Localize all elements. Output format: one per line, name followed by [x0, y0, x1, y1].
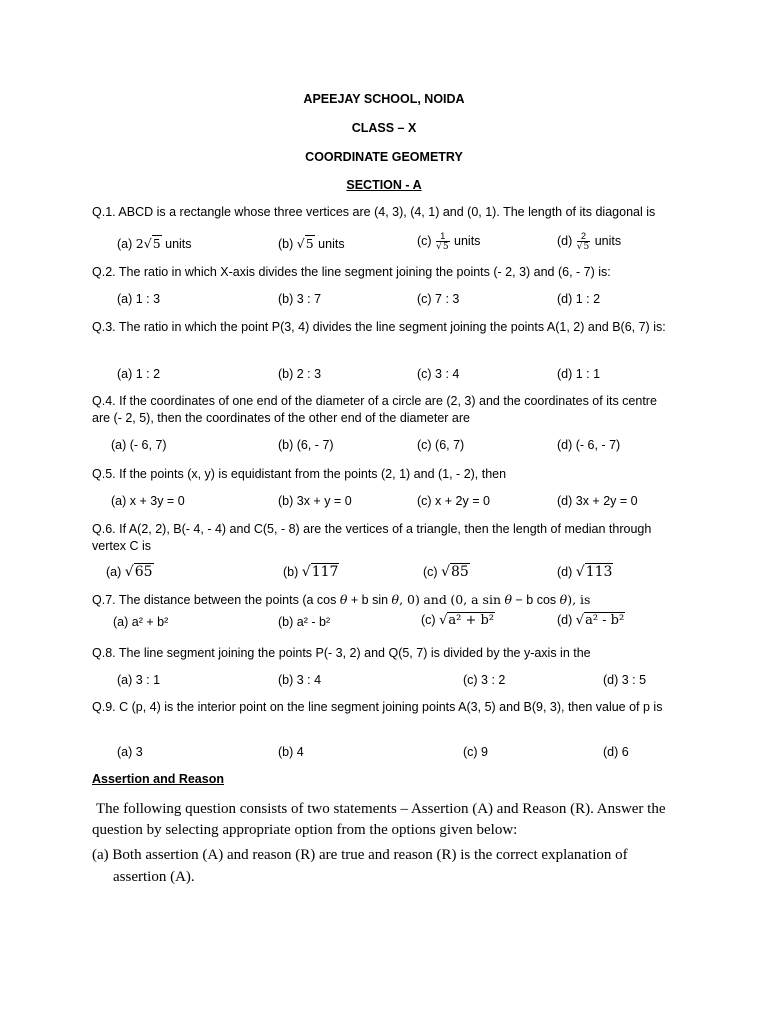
question-8: Q.8. The line segment joining the points P(- 3, 2) and Q(5, 7) is divided by the y-axis in the [92, 646, 591, 660]
q9-option-a: (a) 3 [117, 745, 143, 759]
option-label: (a) [106, 565, 122, 579]
math-expr: √a² - b² [575, 613, 625, 628]
option-label: (b) [278, 237, 294, 251]
q5-option-a: (a) x + 3y = 0 [111, 494, 185, 508]
q1-option-b [278, 236, 345, 251]
q9-option-d: (d) 6 [603, 745, 629, 759]
q8-option-b: (b) 3 : 4 [278, 673, 322, 687]
q2-option-b: (b) 3 : 7 [278, 292, 322, 306]
q1-option-c [417, 231, 480, 252]
radicand: 5 [442, 242, 449, 252]
q4-option-d: (d) (- 6, - 7) [557, 438, 621, 452]
question-1: Q.1. ABCD is a rectangle whose three vertices are (4, 3), (4, 1) and (0, 1). The length of its diagonal is [92, 205, 656, 219]
math-expr: √65 [124, 564, 153, 580]
radicand: 85 [450, 564, 469, 580]
radicand: a² - b² [585, 613, 625, 628]
question-5: Q.5. If the points (x, y) is equidistant from the points (2, 1) and (1, - 2), then [92, 467, 507, 481]
denominator: √5 [576, 242, 590, 252]
q7-text-part: and [423, 592, 447, 607]
q3-option-c: (c) 3 : 4 [417, 367, 460, 381]
fraction [436, 231, 449, 252]
radicand: 65 [134, 564, 153, 580]
q1-option-d [557, 231, 621, 252]
option-label: (a) [113, 615, 129, 629]
q4-option-a: (a) (- 6, 7) [111, 438, 167, 452]
class-title: CLASS – X [351, 121, 417, 135]
coefficient: 2 [135, 236, 144, 251]
q4-option-c: (c) (6, 7) [417, 438, 465, 452]
q7-text-part: (0, a sin [450, 592, 502, 607]
q5-option-d: (d) 3x + 2y = 0 [557, 494, 638, 508]
math-expr: a² + b² [131, 615, 169, 629]
q7-option-c [421, 613, 495, 628]
unit-text: units [165, 237, 192, 251]
math-expr: √117 [301, 564, 339, 580]
q3-option-d: (d) 1 : 1 [557, 367, 601, 381]
q2-option-a: (a) 1 : 3 [117, 292, 161, 306]
q7-text-part: Q.7. The distance between the points (a cos [92, 593, 337, 607]
option-label: (c) [421, 613, 436, 627]
math-expr: 2√5 [135, 236, 161, 251]
radicand: 5 [305, 236, 314, 251]
unit-text: units [454, 233, 481, 248]
section-title: SECTION - A [346, 178, 422, 192]
subject-title: COORDINATE GEOMETRY [305, 150, 463, 164]
numerator: 1 [436, 231, 449, 242]
q6-option-c [423, 564, 470, 580]
math-expr: a² - b² [296, 615, 331, 629]
unit-text: units [594, 233, 622, 248]
assertion-option-a: (a) Both assertion (A) and reason (R) are true and reason (R) is the correct explanation of [92, 847, 628, 863]
question-2: Q.2. The ratio in which X-axis divides the line segment joining the points (- 2, 3) and (6, - 7) is: [92, 265, 611, 279]
q7-option-b [278, 615, 330, 629]
option-label: (c) [423, 565, 438, 579]
q4-option-b: (b) (6, - 7) [278, 438, 334, 452]
radicand: 117 [311, 564, 339, 580]
theta-symbol: θ [559, 592, 568, 607]
radicand: 5 [583, 242, 590, 252]
option-label: (a) [117, 237, 133, 251]
assertion-heading: Assertion and Reason [92, 772, 224, 786]
question-9: Q.9. C (p, 4) is the interior point on the line segment joining points A(3, 5) and B(9, 3), then value of p is [92, 700, 663, 714]
math-expr: √113 [575, 564, 613, 580]
assertion-intro: The following question consists of two statements – Assertion (A) and Reason (R). Answer the question by selecting appropriate option from the options given below: [92, 801, 666, 838]
question-4: Q.4. If the coordinates of one end of the diameter of a circle are (2, 3) and the coordinates of its centre are (- 2, 5), then the coordinates of the other end of the diameter are [92, 394, 657, 425]
q8-option-a: (a) 3 : 1 [117, 673, 161, 687]
math-expr: √5 [296, 236, 314, 251]
q8-option-d: (d) 3 : 5 [603, 673, 647, 687]
theta-symbol: θ [391, 592, 400, 607]
q2-option-d: (d) 1 : 2 [557, 292, 601, 306]
option-label: (d) [557, 565, 573, 579]
radicand: a² + b² [448, 613, 495, 628]
math-expr: √a² + b² [439, 613, 495, 628]
q8-option-c: (c) 3 : 2 [463, 673, 506, 687]
theta-symbol: θ [504, 592, 513, 607]
q7-option-a [113, 615, 168, 629]
q9-option-c: (c) 9 [463, 745, 488, 759]
q9-option-b: (b) 4 [278, 745, 304, 759]
option-label: (b) [278, 615, 294, 629]
option-label: (d) [557, 233, 573, 248]
q7-option-d [557, 613, 625, 628]
q3-option-a: (a) 1 : 2 [117, 367, 161, 381]
q5-option-c: (c) x + 2y = 0 [417, 494, 490, 508]
q6-option-a [106, 564, 154, 580]
option-label: (c) [417, 233, 432, 248]
theta-symbol: θ [339, 592, 348, 607]
radicand: 5 [152, 236, 161, 251]
q6-option-b [283, 564, 339, 580]
radicand: 113 [585, 564, 613, 580]
school-name: APEEJAY SCHOOL, NOIDA [303, 92, 465, 106]
q3-option-b: (b) 2 : 3 [278, 367, 322, 381]
denominator: √5 [436, 242, 449, 252]
q6-option-d [557, 564, 613, 580]
question-3: Q.3. The ratio in which the point P(3, 4) divides the line segment joining the points A(1, 2) and B(6, 7) is: [92, 320, 666, 334]
option-label: (b) [283, 565, 299, 579]
q7-text-part: + b sin [350, 593, 389, 607]
math-expr: √85 [441, 564, 469, 580]
q7-text-part: − b cos [515, 593, 557, 607]
q7-text-part: , 0) [399, 592, 420, 607]
q5-option-b: (b) 3x + y = 0 [278, 494, 352, 508]
fraction [577, 231, 590, 252]
option-label: (d) [557, 613, 573, 627]
numerator: 2 [577, 231, 590, 242]
question-7 [92, 591, 692, 609]
q1-option-a [117, 236, 192, 251]
question-6: Q.6. If A(2, 2), B(- 4, - 4) and C(5, - 8) are the vertices of a triangle, then the length of median through vertex C is [92, 522, 652, 553]
unit-text: units [318, 237, 345, 251]
assertion-option-a-cont: assertion (A). [113, 869, 195, 885]
q7-text-part: ), is [567, 592, 591, 607]
q2-option-c: (c) 7 : 3 [417, 292, 460, 306]
